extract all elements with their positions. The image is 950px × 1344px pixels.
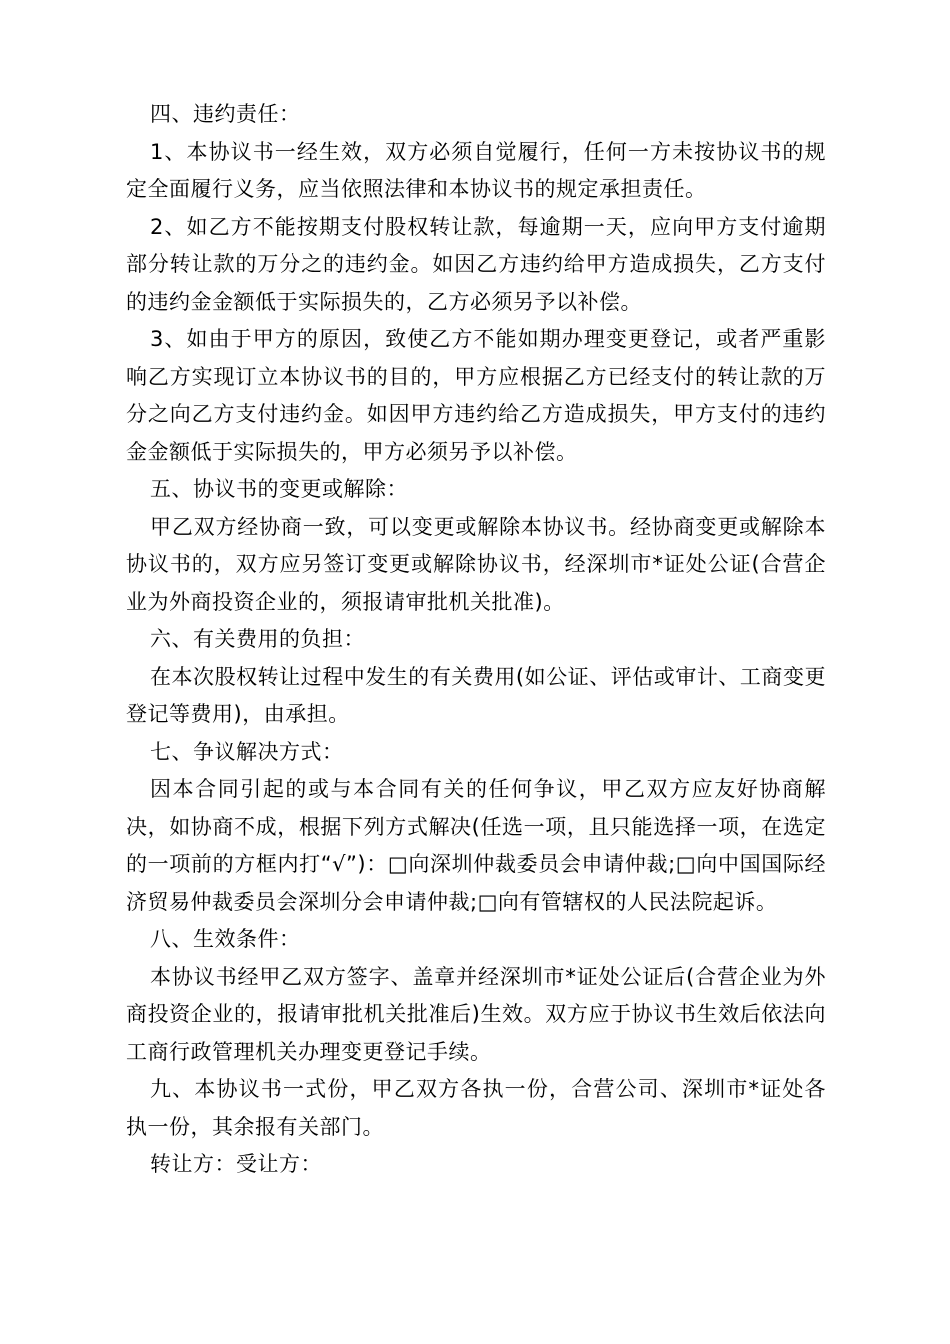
- section-8-paragraph: 本协议书经甲乙双方签字、盖章并经深圳市*证处公证后(合营企业为外商投资企业的，报请审批机关批准后)生效。双方应于协议书生效后依法向工商行政管理机关办理变更登记手续。: [126, 964, 826, 1064]
- section-4-heading: 四、违约责任：: [150, 102, 301, 126]
- section-8-heading: 八、生效条件：: [150, 927, 301, 951]
- section-6-heading: 六、有关费用的负担：: [150, 627, 365, 651]
- section-4-clause-3: 3、如由于甲方的原因，致使乙方不能如期办理变更登记，或者严重影响乙方实现订立本协议书的目的，甲方应根据乙方已经支付的转让款的万分之向乙方支付违约金。如因甲方违约给乙方造成损失，甲方支付的违约金金额低于实际损失的，甲方必须另予以补偿。: [126, 327, 826, 464]
- section-6-paragraph: 在本次股权转让过程中发生的有关费用(如公证、评估或审计、工商变更登记等费用)，由承担。: [126, 664, 826, 726]
- section-7-paragraph: 因本合同引起的或与本合同有关的任何争议，甲乙双方应友好协商解决，如协商不成，根据下列方式解决(任选一项，且只能选择一项，在选定的一项前的方框内打“√”)：□向深圳仲裁委员会申请仲裁;□向中国国际经济贸易仲裁委员会深圳分会申请仲裁;□向有管辖权的人民法院起诉。: [126, 777, 826, 914]
- signature-line: 转让方：受让方：: [150, 1152, 322, 1176]
- section-9-paragraph: 九、本协议书一式份，甲乙双方各执一份，合营公司、深圳市*证处各执一份，其余报有关部门。: [126, 1077, 826, 1139]
- section-7-heading: 七、争议解决方式：: [150, 739, 344, 764]
- section-5-paragraph: 甲乙双方经协商一致，可以变更或解除本协议书。经协商变更或解除本协议书的，双方应另签订变更或解除协议书，经深圳市*证处公证(合营企业为外商投资企业的，须报请审批机关批准)。: [126, 514, 826, 614]
- section-5-heading: 五、协议书的变更或解除：: [150, 477, 408, 501]
- section-4-clause-2: 2、如乙方不能按期支付股权转让款，每逾期一天，应向甲方支付逾期部分转让款的万分之的违约金。如因乙方违约给甲方造成损失，乙方支付的违约金金额低于实际损失的，乙方必须另予以补偿。: [126, 214, 826, 314]
- section-4-clause-1: 1、本协议书一经生效，双方必须自觉履行，任何一方未按协议书的规定全面履行义务，应当依照法律和本协议书的规定承担责任。: [126, 139, 826, 201]
- document-body: [126, 96, 826, 1184]
